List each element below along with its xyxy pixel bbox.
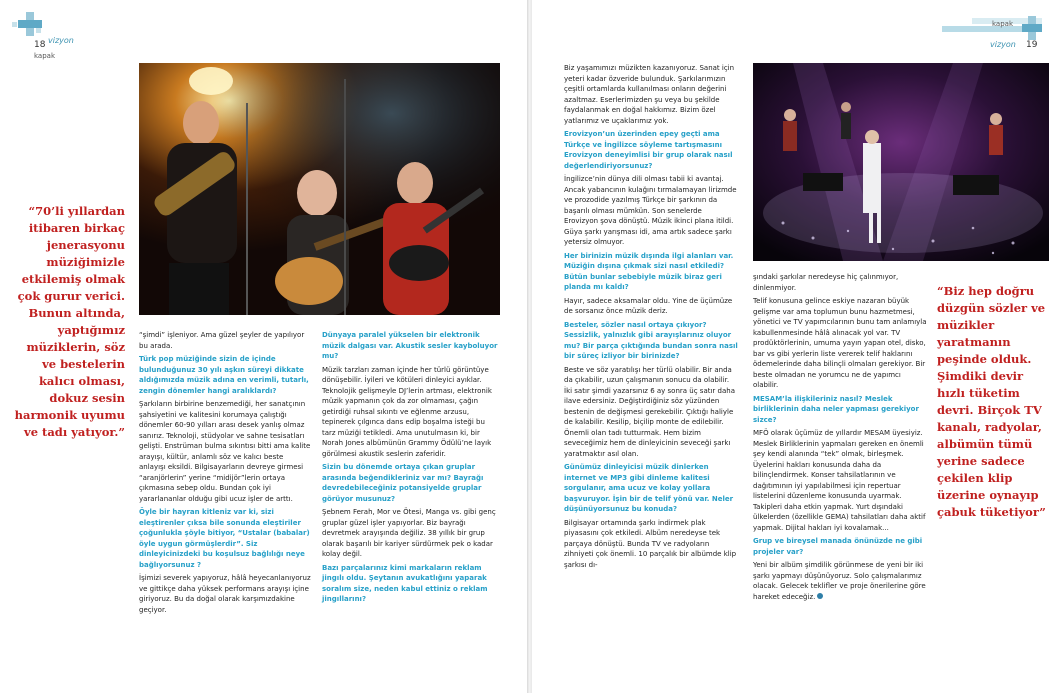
- col2-answer-3: Şebnem Ferah, Mor ve Ötesi, Manga vs. gibi genç gruplar güzel işler yapıyorlar. Biz bayrağı devretmek arayışında değiliz. 38 yıllık bir grup olarak başarılı bir kariyer sürdürmek pek o kadar kolay değil.: [322, 508, 496, 558]
- rcol1-answer-4: Hayır, sadece aksamalar oldu. Yine de üçümüze de sorsanız önce müzik deriz.: [564, 296, 733, 315]
- left-page: [0, 0, 528, 693]
- left-column-1: [139, 330, 312, 618]
- col1-answer-2: Şarkıların birbirine benzemediği, her sanatçının şahsiyetini ve kalitesini korumaya çalıştığı dönemler 60-90 yılları arası desek yanlış olmaz sanırız. Teknoloji, stüdyolar ve sahne tesisatları gelişti. Enstrüman bulma sıkıntısı bitti ama kalite arayışı, kültür, anlamlı söz ve kalıcı beste anlayışı eksildi. Bilgisayarların devreye girmesi “aranjörlerin” yerine “midijör”lerin ortaya çıkmasına sebep oldu. Bundan çok iyi yararlananlar olduğu gibi ucuz işler de arttı.: [139, 400, 311, 503]
- rcol1-question-7: Günümüz dinleyicisi müzik dinlerken internet ve MP3 gibi dinleme kalitesi sorgulanır, ama ucuz ve kolay yollara başvuruyor. İşin bir de telif yönü var. Neler düşünüyorsunuz bu konuda?: [564, 463, 734, 513]
- rcol2-block-0: şındaki şarkılar neredeyse hiç çalınmıyor, dinlenmiyor.: [753, 273, 899, 292]
- final-answer-text: Yeni bir albüm şimdilik görünmese de yeni bir iki şarkı yapmayı düşünüyoruz. Solo çalışmalarımız olacak. Gelecek teklifler ve proje önerilerine göre hareket edeceğiz.: [753, 561, 926, 601]
- col1-answer-4: İşimizi severek yapıyoruz, hâlâ heyecanlanıyoruz ve gittikçe daha yüksek performans arayışı içine giriyoruz. Bu da doğal olarak karşımızdakine geçiyor.: [139, 574, 311, 614]
- rcol1-question-5: Besteler, sözler nasıl ortaya çıkıyor? Sessizlik, yalnızlık gibi arayışlarınız oluyor mu? Bir parça çıktığında bundan sonra nasıl bir süreç izliyor bir birinizde?: [564, 320, 738, 360]
- right-column-2: [753, 272, 927, 605]
- col2-question-2: Sizin bu dönemde ortaya çıkan gruplar arasında beğendikleriniz var mı? Bayrağı devredebileceğiniz potansiyelde gruplar görüyor musunuz?: [322, 463, 484, 503]
- col1-question-1: Türk pop müziğinde sizin de içinde bulunduğunuz 30 yılı aşkın süreyi dikkate aldığımızda müzik adına en verimli, tutarlı, zengin dönemler hangi aralıklardı?: [139, 355, 309, 395]
- pull-quote: “Biz hep doğru düzgün sözler ve müzikler yaratmanın peşinde olduk. Şimdiki devir hızlı tüketim devri. Birçok TV kanalı, radyolar, albümün tümü yerine sadece çekilen klip üzerine oynayıp çabuk tüketiyor”: [937, 284, 1046, 519]
- col1-block-0: “şimdi” işleniyor. Ama güzel şeyler de yapılıyor bu arada.: [139, 331, 305, 350]
- brand-name: vizyon: [990, 40, 1016, 49]
- rcol2-answer-5: [753, 560, 927, 602]
- section-label: kapak: [992, 20, 1014, 28]
- page-number: 19: [1026, 40, 1038, 50]
- rcol1-answer-6: Beste ve söz yaratılışı her türlü olabilir. Bir anda da çıkabilir, uzun çalışmanın sonucu da olabilir. İki satır şimdi yazarsınız 6 ay sonra üç satır daha ilave edersiniz. Değiştirdiğiniz söz yüzünden bestenin de değişmesi gerekebilir. Çıktığı haliyle de kalabilir. Kesilip, biçilip monte de edilebilir. Önemli olan tadı tutturmak. Hem bizim seveceğimiz hem de dinleyicinin seveceği şarkı yaratmaktır asıl olan.: [564, 365, 735, 458]
- page-number: 18: [34, 40, 46, 50]
- rcol2-answer-3: MFÖ olarak üçümüz de yıllardır MESAM üyesiyiz. Meslek Birliklerinin yapmaları gereken en önemli şey kendi alanında “tek” olmak, birleşmek. Üyelerini hakları konusunda daha da bilinçlendirmek. Konser tahsilatlarının ve dağıtımının iyi yapılabilmesi için repertuar listelerini düzenleme konusunda uyarmak. Takipleri daha etkin yapmak. Yurt dışındaki ülkelerden (özellikle GEMA) tahsilatları daha aktif yapmak. Dijital hakları iyi kovalamak...: [753, 429, 926, 532]
- band-concert-photo: [139, 63, 500, 315]
- rcol1-question-1: Erovizyon’un üzerinden epey geçti ama Türkçe ve İngilizce söyleme tartışmasını Erovizyon deneyimlisi bir grup olarak nasıl değerlendiriyorsunuz?: [564, 130, 733, 170]
- rcol1-answer-2: İngilizce’nin dünya dili olması tabii ki avantaj. Ancak yabancının kulağını tırmalamayan lirizmde ve prozodide yazılmış Türkçe bir şarkının da başarılı olması mümkün. Son senelerde Erovizyon şova dönüştü. Müzik ikinci plana itildi. Güya şarkı yarışması idi, ama artık sadece şarkı yetersiz olmuyor.: [564, 175, 737, 246]
- right-column-1: [564, 63, 738, 573]
- col2-question-4: Bazı parçalarınız kimi markaların reklam jingılı oldu. Şeytanın avukatlığını yaparak soralım size, neden kabul ettiniz o reklam jingıllarını?: [322, 563, 488, 603]
- rcol1-question-3: Her birinizin müzik dışında ilgi alanları var. Müziğin dışına çıkmak sizi nasıl etkiledi? Bütün bunlar sebebiyle müzik biraz geri planda mı kaldı?: [564, 251, 734, 291]
- pull-quote: “70’li yıllardan itibaren birkaç jenerasyonu müziğimizle etkilemiş olmak çok gurur verici. Bunun altında, yaptığımız müziklerin, söz ve bestelerin kalıcı olması, dokuz sesin harmonik uyumu ve tadı yatıyor.”: [14, 204, 125, 439]
- rcol2-block-1: Telif konusuna gelince eskiye nazaran büyük gelişme var ama toplumun bunu hazmetmesi, yönetici ve TV yapımcılarının bunu tam anlamıyla kabullenmesinde hâlâ alınacak yol var. TV prodüktörlerinin, umuma yayın yapan otel, disko, bar vs gibi yerlerin liste vererek telif haklarını ödemelerinde daha bilinçli olmaları gerekiyor. Bir beste olmadan ne yorumcu ne de yapımcı olabilir.: [753, 297, 927, 389]
- right-page: [532, 0, 1063, 693]
- pixel-logo-deco: [12, 12, 52, 46]
- rcol1-block-0: Biz yaşamımızı müzikten kazanıyoruz. Sanat için yeteri kadar özveride bulunduk. Şarkılarımızın çeşitli ortamlarda kullanılması onların değerini azaltmaz. Eserlerimizden şu veya bu şekilde faydalanmak en doğal hakkımız. Bizim özel yatlarımız ve uçaklarımız yok.: [564, 64, 735, 125]
- end-mark-icon: [817, 593, 823, 599]
- left-column-2: [322, 330, 500, 608]
- rcol2-question-4: Grup ve bireysel manada önünüzde ne gibi projeler var?: [753, 537, 923, 556]
- col2-answer-1: Müzik tarzları zaman içinde her türlü görüntüye dönüşebilir. İyileri ve kötüleri dinleyici ayıklar. Teknolojik gelişmeyle DJ’lerin artması, elektronik müzik yapmanın çok da zor olmaması, çağın getirdiği ruhsal sıkıntı ve eğlenme arzusu, tepinerek çılgınca dans edip boşalma isteği bu tarz müziği tetikledi. Ama unutulmasın ki, bir Norah Jones albümünün Grammy Ödülü’ne layık görülmesi akustik seslerin zaferidir.: [322, 365, 492, 458]
- rcol1-answer-8: Bilgisayar ortamında şarkı indirmek plak piyasasını çok etkiledi. Albüm neredeyse tek parçaya dönüştü. Bunda TV ve radyoların zihniyeti çok önemli. 10 parçalık bir albümde klip şarkısı dı-: [564, 518, 737, 569]
- section-label: kapak: [34, 52, 56, 60]
- concert-stage-photo: [753, 63, 1049, 261]
- brand-name: vizyon: [48, 36, 74, 45]
- col1-question-3: Öyle bir hayran kitleniz var ki, sizi eleştirenler çıksa bile sonunda eleştiriler çoğunlukla şöyle bitiyor, “Ustalar (babalar) öyle uygun görmüşlerdir”. Siz dinleyicinizdeki bu koşulsuz bağlılığı neye bağlıyorsunuz ?: [139, 508, 310, 569]
- col2-question-0: Dünyaya paralel yükselen bir elektronik müzik dalgası var. Akustik sesler kayboluyor mu?: [322, 331, 498, 360]
- rcol2-question-2: MESAM’la ilişkileriniz nasıl? Meslek birliklerinin daha neler yapması gerekiyor sizce?: [753, 394, 919, 424]
